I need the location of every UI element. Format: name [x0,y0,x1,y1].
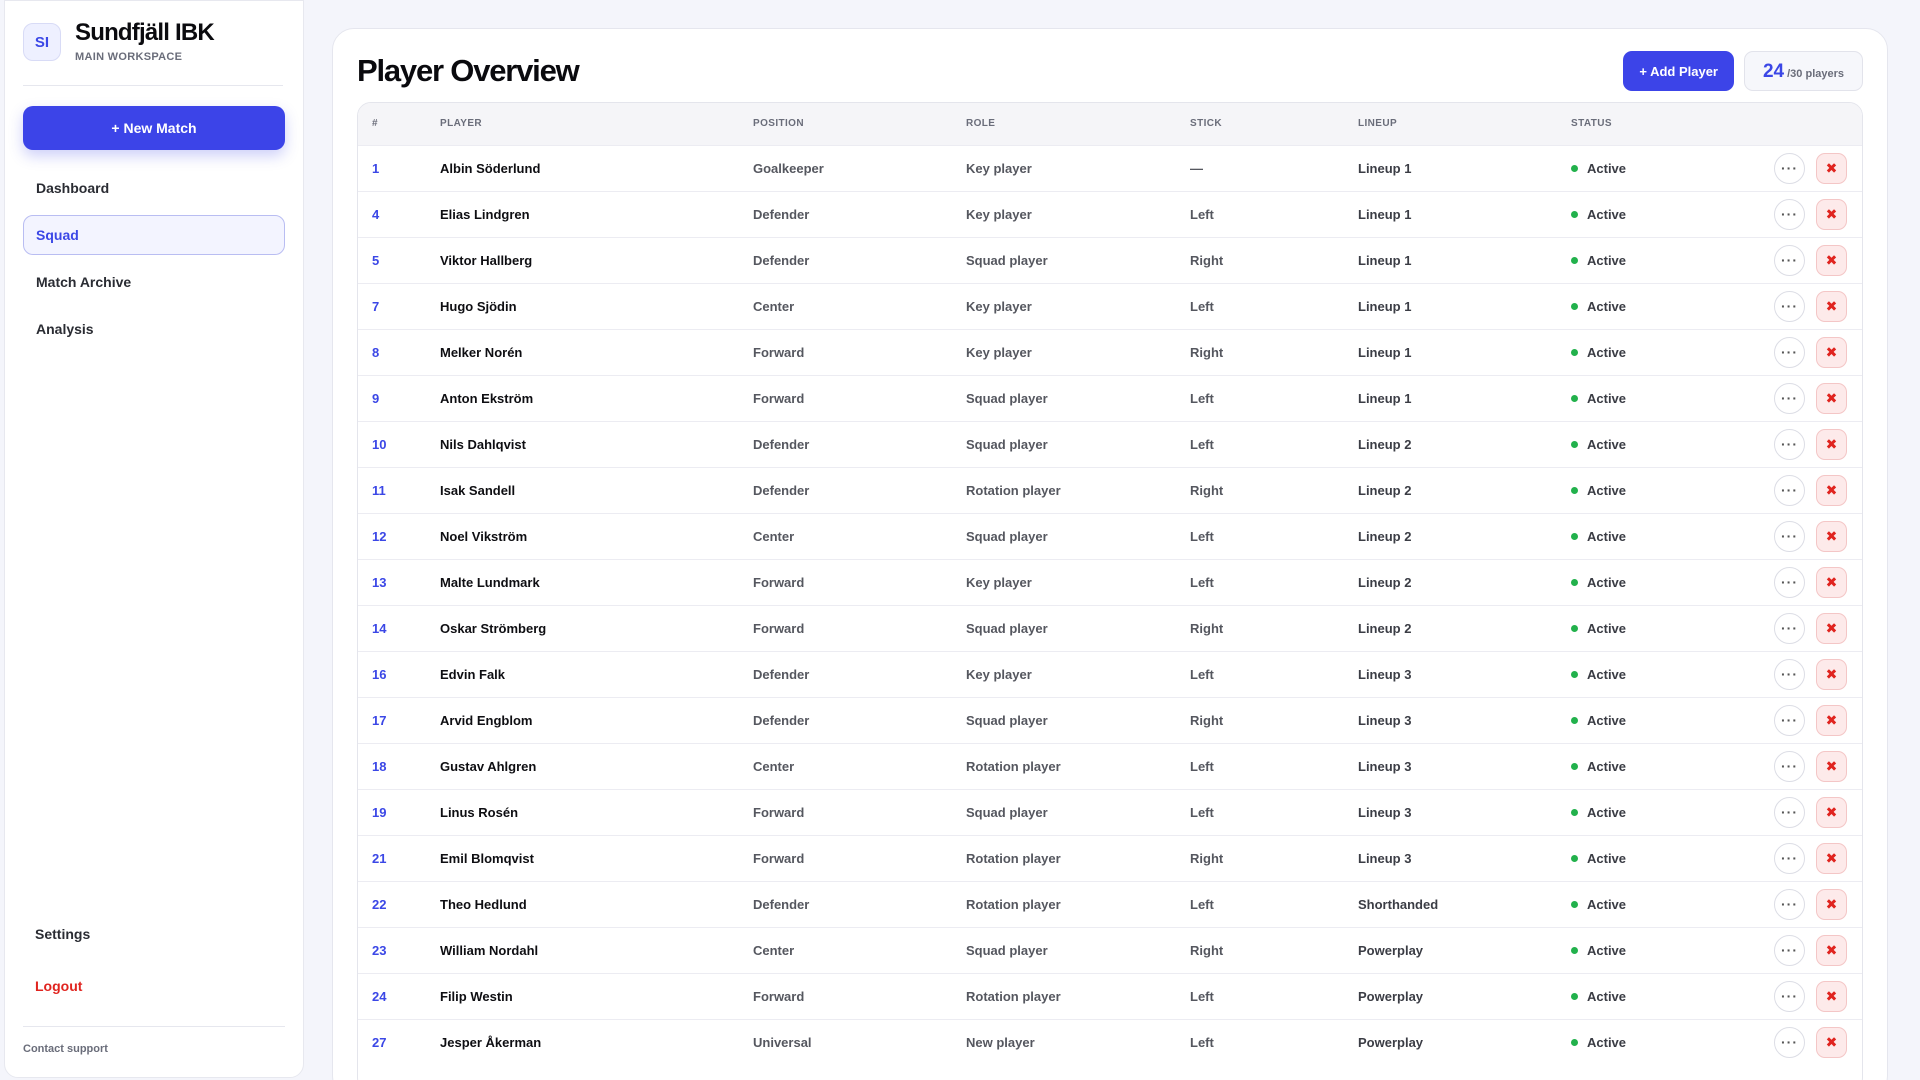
player-status [1557,927,1727,973]
status-label: Active [1587,804,1627,820]
column-header-position[interactable]: POSITION [753,118,804,130]
table-row[interactable] [358,881,1862,927]
player-position: Center [753,298,795,314]
sidebar-item-match-archive[interactable]: Match Archive [36,274,132,290]
close-x-icon[interactable]: ✖ [1816,935,1847,966]
player-number: 23 [372,942,387,958]
table-row[interactable] [358,651,1862,697]
player-lineup: Lineup 1 [1358,206,1412,222]
table-row[interactable] [358,513,1862,559]
more-dots-icon[interactable]: ··· [1774,521,1805,552]
player-role: Rotation player [966,758,1061,774]
status-dot-icon [1571,993,1578,1000]
more-dots-icon[interactable]: ··· [1774,199,1805,230]
player-count-badge [1744,51,1863,91]
player-number: 7 [372,298,380,314]
player-number: 27 [372,1034,387,1050]
player-status [1557,973,1727,1019]
player-count: 24 [1762,61,1785,82]
status-label: Active [1587,298,1627,314]
player-lineup: Lineup 1 [1358,252,1412,268]
column-header-status[interactable]: STATUS [1571,118,1612,130]
player-position: Forward [753,804,805,820]
player-name[interactable]: Emil Blomqvist [440,850,534,866]
player-number: 9 [372,390,380,406]
status-dot-icon [1571,579,1578,586]
player-role: Key player [966,344,1032,360]
player-number: 17 [372,712,387,728]
status-label: Active [1587,436,1627,452]
add-player-button[interactable]: + Add Player [1623,51,1734,91]
player-status [1557,605,1727,651]
table-header-row [358,103,1862,145]
more-dots-icon[interactable]: ··· [1774,567,1805,598]
status-dot-icon [1571,487,1578,494]
player-lineup: Lineup 3 [1358,712,1412,728]
player-name[interactable]: Anton Ekström [440,390,534,406]
player-lineup: Lineup 3 [1358,850,1412,866]
player-lineup: Lineup 1 [1358,344,1412,360]
player-number: 18 [372,758,387,774]
table-body [358,145,1862,1065]
sidebar-item-squad[interactable]: Squad [23,215,285,255]
status-dot-icon [1571,349,1578,356]
player-stick: — [1190,160,1203,176]
row-actions [1727,789,1862,835]
player-position: Defender [753,712,810,728]
player-lineup: Lineup 2 [1358,436,1412,452]
status-label: Active [1587,390,1627,406]
player-lineup: Powerplay [1358,988,1424,1004]
status-label: Active [1587,988,1627,1004]
player-lineup: Powerplay [1358,942,1424,958]
row-actions [1727,467,1862,513]
player-lineup: Lineup 1 [1358,298,1412,314]
player-stick: Left [1190,988,1214,1004]
player-number: 19 [372,804,387,820]
table-row[interactable] [358,1019,1862,1065]
player-role: Rotation player [966,988,1061,1004]
player-position: Center [753,528,795,544]
player-name[interactable]: Isak Sandell [440,482,516,498]
status-dot-icon [1571,625,1578,632]
close-x-icon[interactable]: ✖ [1816,751,1847,782]
player-number: 10 [372,436,387,452]
row-actions [1727,605,1862,651]
player-status [1557,743,1727,789]
player-role: Rotation player [966,850,1061,866]
player-role: Squad player [966,942,1048,958]
player-name[interactable]: Edvin Falk [440,666,506,682]
player-number: 12 [372,528,387,544]
player-status [1557,697,1727,743]
row-actions [1727,145,1862,191]
more-dots-icon[interactable]: ··· [1774,383,1805,414]
row-actions [1727,559,1862,605]
close-x-icon[interactable]: ✖ [1816,337,1847,368]
more-dots-icon[interactable]: ··· [1774,751,1805,782]
player-number: 4 [372,206,380,222]
player-role: Squad player [966,528,1048,544]
player-number: 21 [372,850,387,866]
close-x-icon[interactable]: ✖ [1816,383,1847,414]
player-position: Defender [753,896,810,912]
table-row[interactable] [358,559,1862,605]
more-dots-icon[interactable]: ··· [1774,889,1805,920]
more-dots-icon[interactable]: ··· [1774,475,1805,506]
player-role: Key player [966,206,1032,222]
row-actions [1727,191,1862,237]
player-stick: Left [1190,1034,1214,1050]
player-role: Rotation player [966,482,1061,498]
player-position: Forward [753,850,805,866]
player-lineup: Shorthanded [1358,896,1439,912]
player-number: 14 [372,620,387,636]
player-number: 16 [372,666,387,682]
player-role: Squad player [966,390,1048,406]
status-dot-icon [1571,533,1578,540]
player-position: Forward [753,390,805,406]
row-actions [1727,237,1862,283]
close-x-icon[interactable]: ✖ [1816,981,1847,1012]
new-match-button[interactable]: + New Match [23,106,285,150]
status-label: Active [1587,666,1627,682]
player-status [1557,789,1727,835]
more-dots-icon[interactable]: ··· [1774,705,1805,736]
player-position: Defender [753,666,810,682]
table-row[interactable] [358,789,1862,835]
player-lineup: Lineup 3 [1358,758,1412,774]
player-stick: Right [1190,620,1224,636]
player-status [1557,651,1727,697]
player-lineup: Lineup 1 [1358,160,1412,176]
player-number: 13 [372,574,387,590]
player-name[interactable]: Oskar Strömberg [440,620,547,636]
row-actions [1727,835,1862,881]
player-stick: Right [1190,712,1224,728]
player-name[interactable]: Albin Söderlund [440,160,541,176]
player-stick: Left [1190,896,1214,912]
table-row[interactable] [358,237,1862,283]
player-status [1557,375,1727,421]
player-role: Key player [966,298,1032,314]
close-x-icon[interactable]: ✖ [1816,521,1847,552]
workspace-label: MAIN WORKSPACE [75,51,183,63]
player-position: Universal [753,1034,812,1050]
row-actions [1727,651,1862,697]
header-actions [1623,51,1863,91]
player-role: Squad player [966,436,1048,452]
status-dot-icon [1571,671,1578,678]
player-position: Forward [753,988,805,1004]
close-x-icon[interactable]: ✖ [1816,291,1847,322]
table-row[interactable] [358,697,1862,743]
player-lineup: Lineup 3 [1358,804,1412,820]
player-role: Key player [966,666,1032,682]
status-label: Active [1587,1034,1627,1050]
more-dots-icon[interactable]: ··· [1774,337,1805,368]
status-dot-icon [1571,395,1578,402]
column-header-number[interactable]: # [372,118,378,130]
player-status [1557,835,1727,881]
close-x-icon[interactable]: ✖ [1816,567,1847,598]
player-stick: Left [1190,804,1214,820]
close-x-icon[interactable]: ✖ [1816,889,1847,920]
close-x-icon[interactable]: ✖ [1816,613,1847,644]
sidebar-item-dashboard[interactable]: Dashboard [36,180,110,196]
table-row[interactable] [358,283,1862,329]
player-role: New player [966,1034,1035,1050]
player-status [1557,237,1727,283]
status-dot-icon [1571,947,1578,954]
player-name[interactable]: Elias Lindgren [440,206,530,222]
player-lineup: Lineup 2 [1358,574,1412,590]
table-row[interactable] [358,927,1862,973]
player-number: 5 [372,252,380,268]
contact-support-link[interactable]: Contact support [23,1026,285,1055]
player-stick: Right [1190,850,1224,866]
row-actions [1727,283,1862,329]
row-actions [1727,973,1862,1019]
row-actions [1727,881,1862,927]
close-x-icon[interactable]: ✖ [1816,1027,1847,1058]
close-x-icon[interactable]: ✖ [1816,475,1847,506]
status-label: Active [1587,712,1627,728]
player-stick: Left [1190,206,1214,222]
close-x-icon[interactable]: ✖ [1816,245,1847,276]
player-position: Goalkeeper [753,160,824,176]
row-actions [1727,375,1862,421]
player-status [1557,283,1727,329]
close-x-icon[interactable]: ✖ [1816,429,1847,460]
more-dots-icon[interactable]: ··· [1774,245,1805,276]
player-name[interactable]: Nils Dahlqvist [440,436,526,452]
table-row[interactable] [358,973,1862,1019]
player-status [1557,191,1727,237]
table-row[interactable] [358,145,1862,191]
main-panel [332,28,1888,1080]
sidebar-nav [23,168,285,349]
player-stick: Left [1190,758,1214,774]
status-dot-icon [1571,717,1578,724]
status-dot-icon [1571,901,1578,908]
player-position: Center [753,758,795,774]
player-role: Rotation player [966,896,1061,912]
player-name[interactable]: Arvid Engblom [440,712,533,728]
player-stick: Left [1190,574,1214,590]
player-count-total: /30 players [1787,68,1844,80]
close-x-icon[interactable]: ✖ [1816,843,1847,874]
close-x-icon[interactable]: ✖ [1816,199,1847,230]
player-name[interactable]: Melker Norén [440,344,523,360]
player-name[interactable]: Jesper Åkerman [440,1034,542,1050]
player-lineup: Lineup 2 [1358,528,1412,544]
player-stick: Right [1190,942,1224,958]
player-role: Squad player [966,804,1048,820]
row-actions [1727,743,1862,789]
player-number: 11 [372,482,386,498]
player-lineup: Lineup 1 [1358,390,1412,406]
player-status [1557,513,1727,559]
close-x-icon[interactable]: ✖ [1816,797,1847,828]
player-status [1557,467,1727,513]
player-number: 22 [372,896,387,912]
player-status [1557,421,1727,467]
more-dots-icon[interactable]: ··· [1774,935,1805,966]
player-lineup: Lineup 2 [1358,482,1412,498]
status-label: Active [1587,206,1627,222]
player-position: Forward [753,344,805,360]
more-dots-icon[interactable]: ··· [1774,843,1805,874]
players-table [358,103,1862,1065]
team-logo[interactable]: SI [23,23,61,61]
player-role: Squad player [966,620,1048,636]
player-stick: Left [1190,298,1214,314]
table-row[interactable] [358,605,1862,651]
more-dots-icon[interactable]: ··· [1774,1027,1805,1058]
status-label: Active [1587,620,1627,636]
player-name[interactable]: Noel Vikström [440,528,528,544]
close-x-icon[interactable]: ✖ [1816,659,1847,690]
player-stick: Left [1190,436,1214,452]
sidebar-footer [23,914,285,1055]
table-row[interactable] [358,191,1862,237]
player-status [1557,329,1727,375]
more-dots-icon[interactable]: ··· [1774,797,1805,828]
more-dots-icon[interactable]: ··· [1774,981,1805,1012]
status-label: Active [1587,758,1627,774]
player-role: Key player [966,574,1032,590]
player-position: Center [753,942,795,958]
status-label: Active [1587,850,1627,866]
status-label: Active [1587,574,1627,590]
player-lineup: Powerplay [1358,1034,1424,1050]
column-header-lineup[interactable]: LINEUP [1358,118,1398,130]
player-role: Key player [966,160,1032,176]
player-position: Defender [753,252,810,268]
brand [23,21,283,86]
status-dot-icon [1571,441,1578,448]
player-position: Forward [753,574,805,590]
player-stick: Left [1190,390,1214,406]
table-row[interactable] [358,467,1862,513]
player-number: 8 [372,344,380,360]
table-row[interactable] [358,421,1862,467]
status-dot-icon [1571,809,1578,816]
status-dot-icon [1571,303,1578,310]
player-stick: Right [1190,344,1224,360]
player-number: 1 [372,160,380,176]
status-label: Active [1587,482,1627,498]
player-name[interactable]: Filip Westin [440,988,513,1004]
player-name[interactable]: Theo Hedlund [440,896,527,912]
status-label: Active [1587,344,1627,360]
status-label: Active [1587,896,1627,912]
status-dot-icon [1571,165,1578,172]
page-header [357,51,1863,91]
row-actions [1727,513,1862,559]
column-header-actions [1727,103,1862,145]
player-name[interactable]: Linus Rosén [440,804,519,820]
table-row[interactable] [358,835,1862,881]
player-name[interactable]: Gustav Ahlgren [440,758,537,774]
sidebar [4,0,304,1078]
player-stick: Left [1190,528,1214,544]
player-name[interactable]: Hugo Sjödin [440,298,517,314]
status-dot-icon [1571,1039,1578,1046]
player-status [1557,559,1727,605]
player-name[interactable]: William Nordahl [440,942,539,958]
player-stick: Right [1190,252,1224,268]
column-header-stick[interactable]: STICK [1190,118,1222,130]
column-header-role[interactable]: ROLE [966,118,996,130]
player-status [1557,1019,1727,1065]
close-x-icon[interactable]: ✖ [1816,153,1847,184]
row-actions [1727,1019,1862,1065]
row-actions [1727,697,1862,743]
more-dots-icon[interactable]: ··· [1774,291,1805,322]
player-name[interactable]: Viktor Hallberg [440,252,533,268]
status-dot-icon [1571,855,1578,862]
players-table-container [357,102,1863,1080]
status-dot-icon [1571,211,1578,218]
more-dots-icon[interactable]: ··· [1774,613,1805,644]
player-lineup: Lineup 2 [1358,620,1412,636]
table-row[interactable] [358,743,1862,789]
player-name[interactable]: Malte Lundmark [440,574,540,590]
settings-link[interactable]: Settings [35,926,91,942]
player-position: Defender [753,482,810,498]
logout-link[interactable]: Logout [35,978,83,994]
row-actions [1727,421,1862,467]
more-dots-icon[interactable]: ··· [1774,659,1805,690]
more-dots-icon[interactable]: ··· [1774,153,1805,184]
status-dot-icon [1571,763,1578,770]
page-title: Player Overview [357,53,579,88]
row-actions [1727,329,1862,375]
player-stick: Left [1190,666,1214,682]
player-position: Defender [753,206,810,222]
status-dot-icon [1571,257,1578,264]
player-position: Defender [753,436,810,452]
table-row[interactable] [358,375,1862,421]
column-header-player[interactable]: PLAYER [440,118,483,130]
player-number: 24 [372,988,387,1004]
status-label: Active [1587,252,1627,268]
team-name: Sundfjäll IBK [75,19,214,46]
status-label: Active [1587,942,1627,958]
status-label: Active [1587,528,1627,544]
table-row[interactable] [358,329,1862,375]
player-role: Squad player [966,712,1048,728]
player-lineup: Lineup 3 [1358,666,1412,682]
row-actions [1727,927,1862,973]
player-role: Squad player [966,252,1048,268]
player-stick: Right [1190,482,1224,498]
close-x-icon[interactable]: ✖ [1816,705,1847,736]
player-status [1557,881,1727,927]
status-label: Active [1587,160,1627,176]
sidebar-item-analysis[interactable]: Analysis [36,321,94,337]
more-dots-icon[interactable]: ··· [1774,429,1805,460]
player-position: Forward [753,620,805,636]
player-status [1557,145,1727,191]
